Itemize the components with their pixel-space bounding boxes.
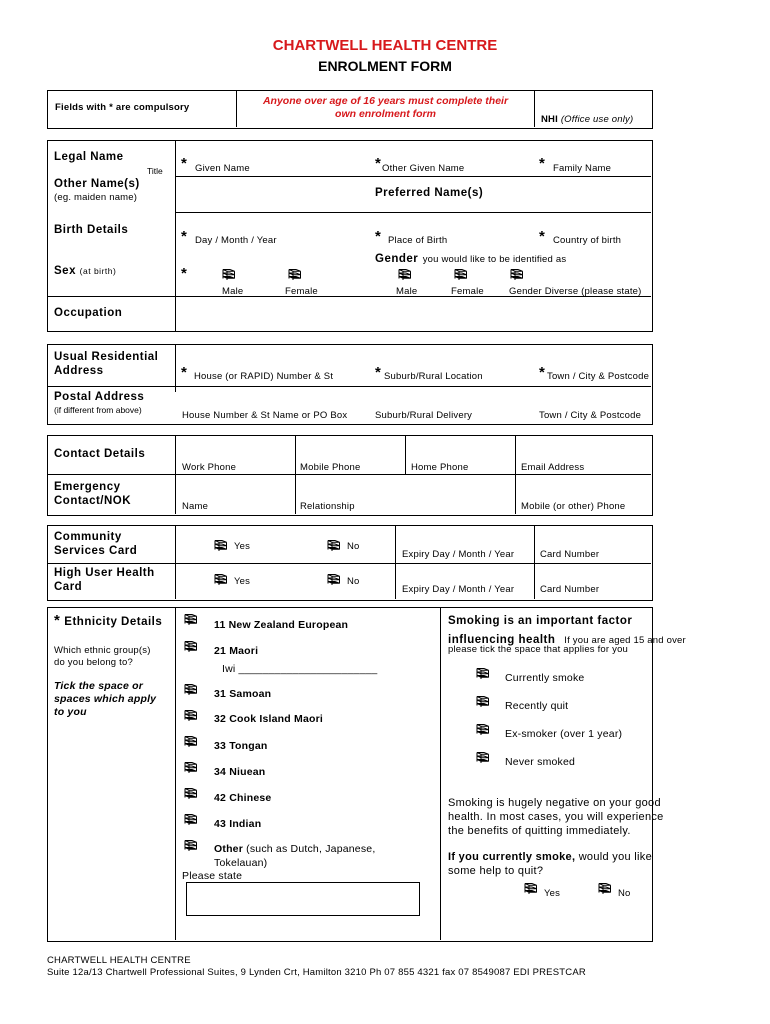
smoking-info xyxy=(448,796,664,838)
email-field[interactable] xyxy=(517,437,650,460)
age-note xyxy=(237,95,534,121)
ethnicity-other-line1 xyxy=(214,843,375,855)
ethnicity-question xyxy=(54,645,151,669)
home-phone-field[interactable] xyxy=(407,437,514,460)
place-of-birth-asterisk: * xyxy=(375,228,381,245)
occupation-field[interactable] xyxy=(177,298,650,329)
ethnicity-option: 43 Indian xyxy=(214,818,262,830)
emergency-line2: Contact/NOK xyxy=(54,495,132,507)
given-name-asterisk: * xyxy=(181,155,187,172)
page-title: CHARTWELL HEALTH CENTRE xyxy=(272,37,498,54)
high-user-yes-label: Yes xyxy=(234,576,251,587)
home-phone-label: Home Phone xyxy=(411,462,469,473)
checkbox-icon[interactable] xyxy=(184,787,199,800)
gender-female-label: Female xyxy=(451,286,484,297)
age-note-line1: Anyone over age of 16 years must complete their xyxy=(262,95,509,107)
smoking-option: Recently quit xyxy=(505,700,569,712)
gender-male-label: Male xyxy=(396,286,418,297)
postal-address-label: Postal Address xyxy=(54,391,145,403)
checkbox-icon[interactable] xyxy=(476,695,491,708)
nhi-field[interactable] xyxy=(592,92,650,112)
community-line2: Services Card xyxy=(54,545,138,557)
emergency-contact-label xyxy=(54,480,131,508)
town-label: Town / City & Postcode xyxy=(547,371,650,382)
occupation-label: Occupation xyxy=(54,307,123,319)
gender-note: you would like to be identified as xyxy=(422,254,567,265)
compulsory-note: Fields with * are compulsory xyxy=(55,102,190,113)
smoking-info3: the benefits of quitting immediately. xyxy=(448,825,631,837)
ethnicity-title: Ethnicity Details xyxy=(64,616,163,628)
high-user-expiry-label: Expiry Day / Month / Year xyxy=(402,584,515,595)
smoking-option: Ex-smoker (over 1 year) xyxy=(505,728,623,740)
other-names-label: Other Name(s) xyxy=(54,178,140,190)
community-card-number-field[interactable] xyxy=(536,527,650,547)
ethnicity-q2: do you belong to? xyxy=(54,657,133,668)
suburb-label: Suburb/Rural Location xyxy=(384,371,483,382)
checkbox-icon[interactable] xyxy=(510,268,525,281)
postal-note: (if different from above) xyxy=(54,405,142,415)
smoking-info2: health. In most cases, you will experience xyxy=(448,811,664,823)
checkbox-icon[interactable] xyxy=(214,539,229,552)
residential-line1: Usual Residential xyxy=(54,351,159,363)
smoking-info1: Smoking is hugely negative on your good xyxy=(448,797,661,809)
residential-address-label xyxy=(54,350,158,378)
checkbox-icon[interactable] xyxy=(327,573,342,586)
quit-help-no-label: No xyxy=(618,888,631,899)
ethnicity-tick2: spaces which apply xyxy=(54,693,157,705)
high-user-no-label: No xyxy=(347,576,360,587)
please-state-field[interactable] xyxy=(186,882,420,916)
checkbox-icon[interactable] xyxy=(288,268,303,281)
smoking-option: Currently smoke xyxy=(505,672,585,684)
community-card-label xyxy=(54,530,137,558)
smoking-age-note: If you are aged 15 and over xyxy=(564,635,686,646)
sex-label-group xyxy=(54,265,116,277)
work-phone-field[interactable] xyxy=(177,437,294,460)
postal-address-field[interactable] xyxy=(177,388,650,408)
smoking-title2: influencing health xyxy=(448,634,556,646)
gender-diverse-label: Gender Diverse (please state) xyxy=(509,286,642,297)
ethnicity-option: 21 Maori xyxy=(214,645,259,657)
please-state-label: Please state xyxy=(182,870,243,882)
dob-asterisk: * xyxy=(181,228,187,245)
nhi-text: NHI xyxy=(541,114,558,125)
checkbox-icon[interactable] xyxy=(398,268,413,281)
checkbox-icon[interactable] xyxy=(184,813,199,826)
title-label: Title xyxy=(147,166,163,176)
checkbox-icon[interactable] xyxy=(222,268,237,281)
quit-help-yes-label: Yes xyxy=(544,888,561,899)
sex-asterisk: * xyxy=(181,265,187,282)
mobile-phone-field[interactable] xyxy=(297,437,404,460)
other-given-name-field[interactable] xyxy=(373,142,537,175)
checkbox-icon[interactable] xyxy=(524,882,539,895)
postal-suburb-label: Suburb/Rural Delivery xyxy=(375,410,473,421)
page-subtitle: ENROLMENT FORM xyxy=(318,58,452,74)
ethnicity-option: 32 Cook Island Maori xyxy=(214,713,324,725)
nok-name-field[interactable] xyxy=(177,476,294,499)
town-asterisk: * xyxy=(539,364,545,381)
high-user-card-number-field[interactable] xyxy=(536,565,650,583)
ethnicity-asterisk: * xyxy=(54,612,60,629)
high-user-line2: Card xyxy=(54,581,83,593)
country-of-birth-asterisk: * xyxy=(539,228,545,245)
ethnicity-q1: Which ethnic group(s) xyxy=(54,645,151,656)
given-name-label: Given Name xyxy=(195,163,250,174)
birth-details-label: Birth Details xyxy=(54,224,129,236)
high-user-expiry-field[interactable] xyxy=(397,565,533,583)
other-given-name-label: Other Given Name xyxy=(382,163,465,174)
smoking-title: Smoking is an important factor xyxy=(448,615,633,627)
ethnicity-heading xyxy=(54,612,162,630)
nok-mobile-label: Mobile (or other) Phone xyxy=(521,501,626,512)
checkbox-icon[interactable] xyxy=(327,539,342,552)
high-user-line1: High User Health xyxy=(54,567,155,579)
legal-name-label: Legal Name xyxy=(54,151,124,163)
preferred-names-label: Preferred Name(s) xyxy=(375,187,484,199)
smoking-tick-note: please tick the space that applies for you xyxy=(448,644,629,655)
preferred-names-field[interactable] xyxy=(490,178,650,211)
sex-label: Sex xyxy=(54,265,76,277)
nhi-label xyxy=(541,114,633,125)
footer-address: Suite 12a/13 Chartwell Professional Suites, 9 Lynden Crt, Hamilton 3210 Ph 07 855 4321 fax 07 8549087 EDI PRESTCAR xyxy=(47,967,586,978)
ethnicity-option: 42 Chinese xyxy=(214,792,272,804)
high-user-card-label xyxy=(54,566,155,594)
nhi-note: (Office use only) xyxy=(560,114,634,125)
ethnicity-other-bold: Other xyxy=(214,843,244,855)
work-phone-label: Work Phone xyxy=(182,462,237,473)
checkbox-icon[interactable] xyxy=(476,667,491,680)
ethnicity-other-rest: (such as Dutch, Japanese, xyxy=(246,843,376,855)
house-asterisk: * xyxy=(181,364,187,381)
footer-name: CHARTWELL HEALTH CENTRE xyxy=(47,955,191,966)
country-of-birth-label: Country of birth xyxy=(553,235,622,246)
smoking-ask-rest: would you like xyxy=(578,851,652,863)
checkbox-icon[interactable] xyxy=(476,751,491,764)
ethnicity-tick1: Tick the space or xyxy=(54,680,143,692)
maiden-note: (eg. maiden name) xyxy=(54,192,138,203)
postal-town-label: Town / City & Postcode xyxy=(539,410,642,421)
suburb-asterisk: * xyxy=(375,364,381,381)
age-note-line2: own enrolment form xyxy=(335,108,436,120)
contact-details-label: Contact Details xyxy=(54,448,146,460)
checkbox-icon[interactable] xyxy=(184,683,199,696)
smoking-ask2: some help to quit? xyxy=(448,865,544,877)
ethnicity-instructions xyxy=(54,680,156,719)
relationship-field[interactable] xyxy=(297,476,514,499)
family-name-field[interactable] xyxy=(537,142,650,175)
gender-label: Gender xyxy=(375,253,419,265)
community-yes-label: Yes xyxy=(234,541,251,552)
community-expiry-field[interactable] xyxy=(397,527,533,547)
gender-heading xyxy=(375,249,566,267)
checkbox-icon[interactable] xyxy=(184,839,199,852)
iwi-field[interactable]: Iwi _______________________ xyxy=(222,663,378,675)
email-label: Email Address xyxy=(521,462,585,473)
high-user-card-number-label: Card Number xyxy=(540,584,600,595)
sex-female-label: Female xyxy=(285,286,318,297)
checkbox-icon[interactable] xyxy=(214,573,229,586)
checkbox-icon[interactable] xyxy=(184,735,199,748)
ethnicity-option: 34 Niuean xyxy=(214,766,266,778)
sex-male-label: Male xyxy=(222,286,244,297)
family-name-asterisk: * xyxy=(539,155,545,172)
mobile-phone-label: Mobile Phone xyxy=(300,462,361,473)
checkbox-icon[interactable] xyxy=(184,640,199,653)
other-given-asterisk: * xyxy=(375,155,381,172)
community-expiry-label: Expiry Day / Month / Year xyxy=(402,549,515,560)
smoking-ask-bold: If you currently smoke, xyxy=(448,851,576,863)
family-name-label: Family Name xyxy=(553,163,612,174)
residential-line2: Address xyxy=(54,365,104,377)
place-of-birth-label: Place of Birth xyxy=(388,235,448,246)
ethnicity-option: 33 Tongan xyxy=(214,740,268,752)
smoking-ask xyxy=(448,851,652,863)
given-name-field[interactable] xyxy=(177,142,373,175)
checkbox-icon[interactable] xyxy=(454,268,469,281)
checkbox-icon[interactable] xyxy=(184,761,199,774)
dob-label: Day / Month / Year xyxy=(195,235,277,246)
nok-mobile-field[interactable] xyxy=(517,476,650,499)
checkbox-icon[interactable] xyxy=(598,882,613,895)
community-line1: Community xyxy=(54,531,122,543)
community-card-number-label: Card Number xyxy=(540,549,600,560)
community-no-label: No xyxy=(347,541,360,552)
checkbox-icon[interactable] xyxy=(184,613,199,626)
ethnicity-other-line2: Tokelauan) xyxy=(214,857,268,869)
sex-note: (at birth) xyxy=(79,266,117,276)
ethnicity-tick3: to you xyxy=(54,706,87,718)
residential-address-field[interactable] xyxy=(177,346,650,384)
nok-name-label: Name xyxy=(182,501,209,512)
ethnicity-option: 31 Samoan xyxy=(214,688,272,700)
postal-house-label: House Number & St Name or PO Box xyxy=(182,410,348,421)
ethnicity-option: 11 New Zealand European xyxy=(214,619,349,631)
emergency-line1: Emergency xyxy=(54,481,121,493)
checkbox-icon[interactable] xyxy=(476,723,491,736)
smoking-option: Never smoked xyxy=(505,756,576,768)
checkbox-icon[interactable] xyxy=(184,709,199,722)
relationship-label: Relationship xyxy=(300,501,355,512)
other-names-field[interactable] xyxy=(177,178,372,211)
house-label: House (or RAPID) Number & St xyxy=(194,371,334,382)
